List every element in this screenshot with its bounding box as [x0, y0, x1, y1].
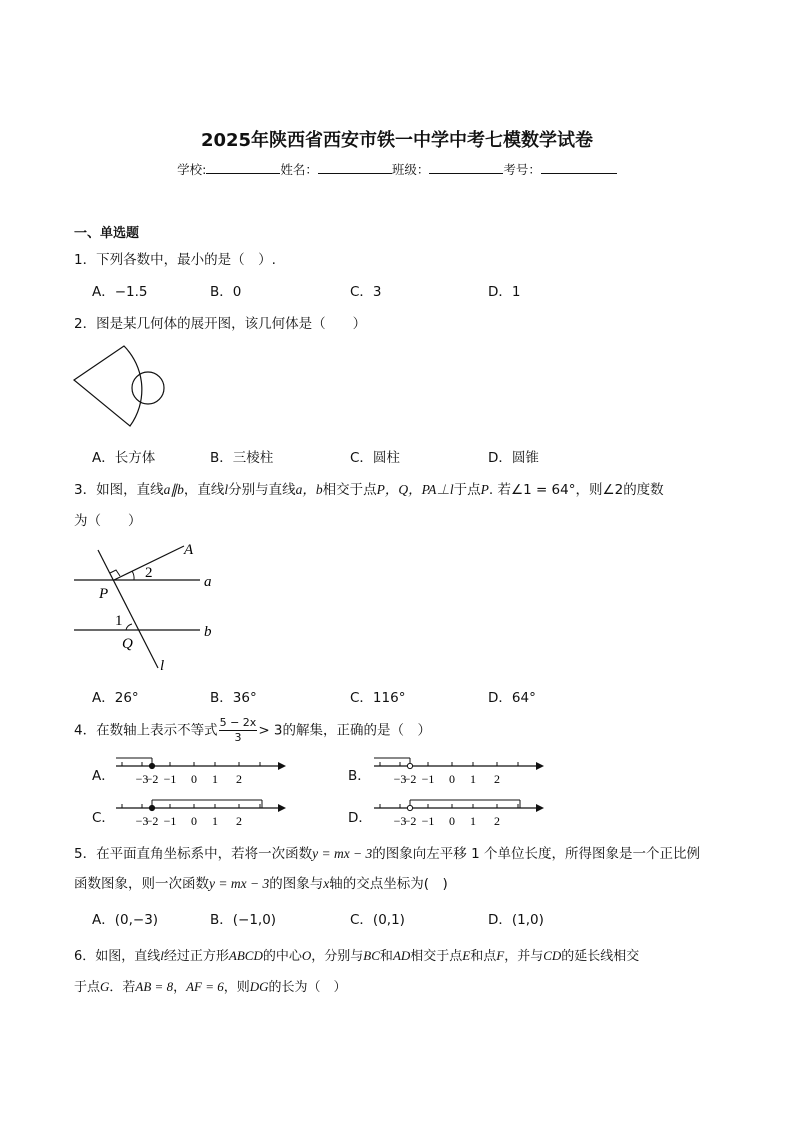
q5-option-c: C．(0,1) — [350, 912, 405, 928]
name-blank — [318, 161, 392, 174]
numberline-b — [370, 754, 550, 788]
q6-side-bc: BC — [363, 948, 380, 963]
label-1: 1 — [115, 613, 123, 629]
q6-text-9: 的延长线相交 — [561, 949, 640, 964]
q6-text-4: ，分别与 — [311, 949, 364, 964]
q6-center-o: O — [301, 948, 312, 963]
tick-label: −3 — [135, 772, 149, 786]
q4-fraction — [219, 716, 258, 745]
q2-option-a: A．长方体 — [92, 450, 156, 466]
q6-point-f: F — [496, 948, 505, 963]
numberline-d — [370, 796, 550, 830]
q5-text-2: 的图象向左平移 1 个单位长度，所得图象是一个正比例 — [372, 846, 700, 862]
school-label: 学校: — [177, 162, 207, 177]
q5-option-d: D．(1,0) — [488, 912, 544, 928]
q3-angle1: ∠1 = 64° — [510, 482, 576, 498]
tick-label: 2 — [236, 814, 242, 828]
circle-shape — [132, 372, 164, 404]
tick-label: 2 — [494, 814, 500, 828]
q3-perp: PA⊥l — [421, 482, 454, 497]
q2-option-d: D．圆锥 — [488, 450, 539, 466]
q3-text-8: 的度数 — [623, 482, 664, 498]
q6-text-5: 和 — [379, 949, 393, 964]
q4-frac-num: 5 − 2x — [219, 716, 257, 729]
tick-label: −2 — [145, 772, 159, 786]
tick-label: 1 — [470, 814, 476, 828]
label-a: a — [204, 574, 212, 590]
q6-side-cd: CD — [543, 948, 562, 963]
axis-arrow-icon — [536, 804, 544, 812]
school-blank — [206, 161, 280, 174]
q4-label-d: D． — [348, 810, 372, 826]
tick-label: 2 — [494, 772, 500, 786]
q1-option-d: D．1 — [488, 284, 521, 300]
q4-label-c: C． — [92, 810, 115, 826]
q3-text-7: ，则 — [575, 482, 603, 498]
tick-label: 0 — [191, 772, 197, 786]
q2-option-c: C．圆柱 — [350, 450, 400, 466]
q3-option-d: D．64° — [488, 690, 536, 706]
tick-label: −2 — [403, 814, 417, 828]
q3-lines-ab: a，b — [295, 482, 323, 497]
q5-text-5: 轴的交点坐标为( ) — [329, 876, 448, 892]
tick-label: 2 — [236, 772, 242, 786]
name-label: 姓名： — [280, 162, 318, 177]
q5-stem-line1 — [74, 842, 700, 862]
q5-function-2: y = mx − 3 — [209, 876, 270, 891]
q6-point-e: E — [462, 948, 471, 963]
q2-stem: 2．图是某几何体的展开图，该几何体是（ ） — [74, 316, 367, 332]
q4-frac-den: 3 — [234, 731, 242, 744]
q5-text-4: 的图象与 — [269, 876, 324, 892]
number-label: 考号： — [503, 162, 541, 177]
q6-text-7: 和点 — [470, 949, 497, 964]
q3-text-4: 相交于点 — [322, 482, 377, 498]
student-info-line — [0, 160, 794, 178]
q3-line-l: l — [224, 482, 229, 497]
tick-label: −3 — [393, 814, 407, 828]
class-blank — [429, 161, 503, 174]
q3-angle2: ∠2 — [602, 482, 624, 498]
axis-arrow-icon — [536, 762, 544, 770]
q6-side-ad: AD — [392, 948, 411, 963]
numberline-c — [112, 796, 292, 830]
q6-text-14: 的长为（ ） — [268, 980, 347, 995]
tick-label: −3 — [135, 814, 149, 828]
tick-label: 0 — [449, 814, 455, 828]
label-2: 2 — [145, 565, 153, 581]
q6-text-10: 于点 — [74, 980, 101, 995]
closed-point — [149, 763, 154, 768]
class-label: 班级： — [391, 162, 430, 177]
tick-label: 1 — [470, 772, 476, 786]
angle2-arc — [132, 571, 134, 580]
label-A: A — [184, 542, 194, 558]
q5-text-3: 函数图象，则一次函数 — [74, 876, 209, 892]
q6-text-1: 6．如图，直线 — [74, 949, 161, 964]
label-l: l — [160, 658, 165, 674]
q5-x-axis: x — [323, 876, 330, 891]
q6-stem-line1 — [74, 945, 639, 964]
q6-text-8: ，并与 — [504, 949, 544, 964]
tick-label: 0 — [449, 772, 455, 786]
q5-text-1: 5．在平面直角坐标系中，若将一次函数 — [74, 846, 313, 862]
q6-point-g: G — [100, 979, 110, 994]
q2-option-b: B．三棱柱 — [210, 450, 274, 466]
label-b: b — [204, 624, 212, 640]
tick-label: −1 — [421, 814, 435, 828]
q6-stem-line2 — [74, 976, 347, 995]
q3-text-1: 3．如图，直线 — [74, 482, 164, 498]
q5-option-b: B．(−1,0) — [210, 912, 277, 928]
q6-text-13: ，则 — [223, 980, 250, 995]
q1-option-a: A．−1.5 — [92, 284, 148, 300]
tick-label: −3 — [393, 772, 407, 786]
net-figure — [70, 342, 170, 432]
q4-label-a: A． — [92, 768, 115, 784]
q1-option-b: B．0 — [210, 284, 242, 300]
q6-text-2: 经过正方形 — [163, 949, 229, 964]
tick-label: −2 — [145, 814, 159, 828]
q6-dg: DG — [249, 979, 269, 994]
open-point — [407, 805, 412, 810]
q3-parallel: a∥b — [163, 482, 184, 497]
tick-label: 1 — [212, 814, 218, 828]
q5-stem-line2 — [74, 872, 448, 892]
q3-option-a: A．26° — [92, 690, 139, 706]
q3-stem-line1 — [74, 478, 664, 498]
tick-label: −1 — [163, 772, 177, 786]
page-title: 2025年陕西省西安市铁一中学中考七模数学试卷 — [200, 130, 594, 151]
q4-label-b: B． — [348, 768, 371, 784]
q6-text-12: ， — [173, 980, 187, 995]
q3-points-pq: P，Q， — [376, 482, 422, 497]
q6-af-value: AF = 6 — [186, 979, 224, 994]
q3-text-6: . 若 — [488, 482, 511, 498]
axis-arrow-icon — [278, 804, 286, 812]
open-point — [407, 763, 412, 768]
q3-text-2: ，直线 — [183, 482, 225, 498]
right-angle-mark — [110, 570, 120, 576]
angle1-arc — [126, 624, 132, 630]
label-Q: Q — [122, 636, 133, 652]
q3-stem-line2: 为（ ） — [74, 513, 142, 529]
q5-option-a: A．(0,−3) — [92, 912, 159, 928]
axis-arrow-icon — [278, 762, 286, 770]
q3-figure — [70, 540, 230, 675]
q6-text-3: 的中心 — [262, 949, 302, 964]
q6-text-11: ．若 — [109, 980, 136, 995]
q4-text-1: 4．在数轴上表示不等式 — [74, 722, 218, 739]
q4-text-2: > 3的解集，正确的是（ ） — [258, 722, 432, 739]
q3-option-c: C．116° — [350, 690, 406, 706]
tick-label: 1 — [212, 772, 218, 786]
q6-square: ABCD — [228, 948, 263, 963]
numberline-a — [112, 754, 292, 788]
q3-point-p: P — [480, 482, 489, 497]
tick-label: −1 — [163, 814, 177, 828]
q1-stem: 1．下列各数中，最小的是（ ）. — [74, 252, 276, 268]
tick-label: 0 — [191, 814, 197, 828]
q6-line-l: l — [160, 948, 164, 963]
q4-stem — [74, 716, 431, 745]
label-P: P — [99, 586, 109, 602]
section-heading: 一、单选题 — [74, 226, 140, 241]
q3-text-3: 分别与直线 — [228, 482, 296, 498]
closed-point — [149, 805, 154, 810]
q6-text-6: 相交于点 — [410, 949, 463, 964]
number-blank — [541, 161, 617, 174]
tick-label: −2 — [403, 772, 417, 786]
tick-label: −1 — [421, 772, 435, 786]
q3-text-5: 于点 — [453, 482, 481, 498]
q6-ab-value: AB = 8 — [135, 979, 174, 994]
q3-option-b: B．36° — [210, 690, 257, 706]
q5-function: y = mx − 3 — [312, 846, 373, 861]
q1-option-c: C．3 — [350, 284, 382, 300]
